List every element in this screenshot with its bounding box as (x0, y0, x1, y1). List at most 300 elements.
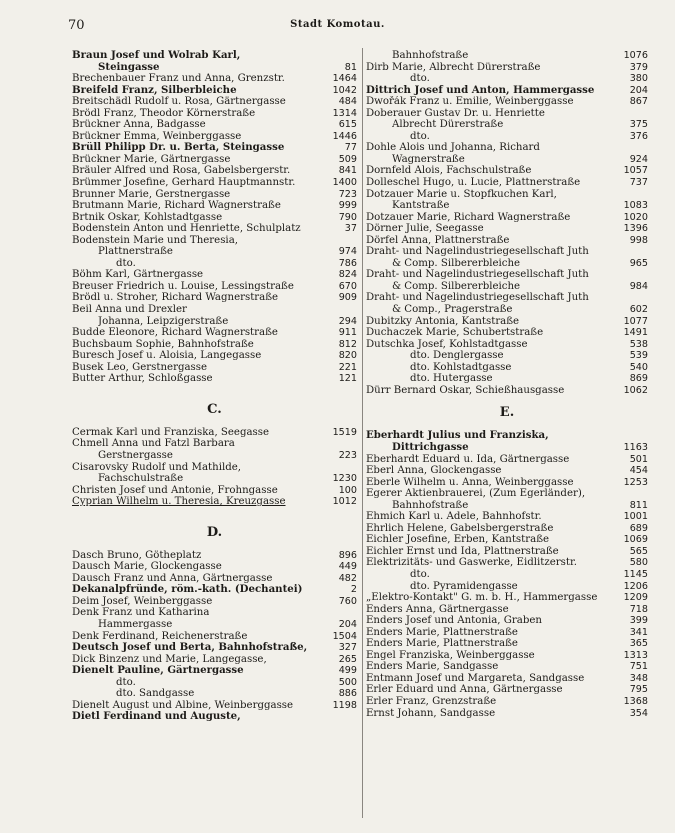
house-number: 501 (629, 453, 648, 465)
entry-line (366, 684, 648, 696)
entry-text: Brümmer Josefine, Gerhard Hauptmannstr. (72, 177, 296, 189)
house-number: 1209 (623, 592, 648, 604)
entry-line (72, 619, 357, 631)
entry-line (72, 550, 357, 562)
entry-line (72, 339, 357, 351)
entry-text: „Elektro-Kontakt" G. m. b. H., Hammergasse (366, 592, 598, 604)
directory-entry (72, 373, 357, 385)
entry-line (72, 212, 357, 224)
entry-text: Dubitzky Antonia, Kantstraße (366, 315, 520, 327)
directory-entry (72, 73, 357, 85)
entry-line (366, 627, 648, 639)
house-number: 341 (629, 626, 648, 638)
directory-entry (366, 85, 648, 97)
entry-text: Brödl u. Stroher, Richard Wagnerstraße (72, 292, 279, 304)
entry-text: Dekanalpfründe, röm.-kath. (Dechantei) (72, 584, 303, 596)
entry-line (366, 304, 648, 316)
house-number: 223 (338, 449, 357, 461)
entry-line (366, 142, 648, 154)
directory-entry (366, 604, 648, 616)
entry-text: dto. Hutergasse (410, 373, 493, 385)
entry-line (72, 258, 357, 270)
entry-line (366, 108, 648, 120)
entry-text: Dornfeld Alois, Fachschulstraße (366, 165, 532, 177)
entry-line (72, 473, 357, 485)
house-number: 1230 (332, 473, 357, 485)
entry-line (366, 85, 648, 97)
page-number: 70 (68, 18, 85, 33)
entry-line (72, 96, 357, 108)
directory-entry (72, 700, 357, 712)
house-number: 509 (338, 153, 357, 165)
directory-entry (72, 304, 357, 327)
entry-line (72, 654, 357, 666)
entry-line (366, 511, 648, 523)
entry-line (72, 438, 357, 450)
house-number: 540 (629, 361, 648, 373)
entry-line (366, 581, 648, 593)
entry-text: Buresch Josef u. Aloisia, Langegasse (72, 350, 262, 362)
entry-text: Brückner Anna, Badgasse (72, 119, 206, 131)
directory-entry (72, 235, 357, 270)
house-number: 924 (629, 153, 648, 165)
house-number: 375 (629, 119, 648, 131)
entry-text: Enders Marie, Sandgasse (366, 661, 499, 673)
house-number: 1062 (623, 384, 648, 396)
entry-line (72, 200, 357, 212)
entry-text: Dienelt August und Albine, Weinberggasse (72, 699, 294, 711)
entry-text: dto. Denglergasse (410, 350, 504, 362)
entry-text: Fachschulstraße (98, 473, 184, 485)
directory-entry (72, 327, 357, 339)
entry-line (366, 119, 648, 131)
house-number: 1400 (332, 177, 357, 189)
house-number: 965 (629, 257, 648, 269)
entry-text: Bahnhofstraße (392, 499, 469, 511)
house-number: 896 (338, 549, 357, 561)
directory-entry (366, 546, 648, 558)
entry-text: Breifeld Franz, Silberbleiche (72, 84, 237, 96)
entry-line (366, 708, 648, 720)
entry-line (366, 442, 648, 454)
entry-line (366, 62, 648, 74)
entry-text: & Comp. Silbererbleiche (392, 280, 521, 292)
house-number: 1069 (623, 534, 648, 546)
directory-entry (366, 615, 648, 627)
page-title: Stadt Komotau. (290, 19, 385, 30)
entry-text: Brückner Emma, Weinberggasse (72, 130, 242, 142)
entry-line (366, 454, 648, 466)
house-number: 984 (629, 280, 648, 292)
entry-line (72, 292, 357, 304)
directory-entry (72, 362, 357, 374)
entry-line (72, 316, 357, 328)
entry-text: Cyprian Wilhelm u. Theresia, Kreuzgasse (72, 496, 286, 508)
directory-entry (366, 661, 648, 673)
directory-entry (72, 131, 357, 143)
house-number: 204 (338, 618, 357, 630)
directory-entry (366, 246, 648, 269)
entry-text: Engel Franziska, Weinberggasse (366, 649, 535, 661)
entry-line (72, 246, 357, 258)
house-number: 327 (338, 642, 357, 654)
house-number: 1491 (623, 327, 648, 339)
entry-line (366, 154, 648, 166)
entry-line (72, 561, 357, 573)
entry-line (366, 269, 648, 281)
entry-text: Dolleschel Hugo, u. Lucie, Plattnerstraße (366, 177, 581, 189)
entry-line (72, 304, 357, 316)
entry-line (366, 339, 648, 351)
house-number: 454 (629, 465, 648, 477)
entry-text: Johanna, Leipzigerstraße (98, 315, 229, 327)
house-number: 1145 (623, 568, 648, 580)
directory-entry (72, 438, 357, 461)
entry-line (366, 165, 648, 177)
entry-line (366, 534, 648, 546)
entry-text: Brunner Marie, Gerstnergasse (72, 188, 231, 200)
entry-text: dto. Kohlstadtgasse (410, 361, 512, 373)
house-number: 1198 (332, 699, 357, 711)
entry-text: dto. Pyramidengasse (410, 580, 518, 592)
entry-line (366, 200, 648, 212)
house-number: 1464 (332, 73, 357, 85)
house-number: 348 (629, 672, 648, 684)
entry-text: Eberle Wilhelm u. Anna, Weinberggasse (366, 476, 574, 488)
entry-line (72, 700, 357, 712)
house-number: 886 (338, 688, 357, 700)
house-number: 580 (629, 557, 648, 569)
directory-entry (366, 223, 648, 235)
entry-line (72, 711, 357, 723)
entry-line (366, 604, 648, 616)
house-number: 737 (629, 177, 648, 189)
directory-entry (366, 316, 648, 328)
entry-text: Chmell Anna und Fatzl Barbara (72, 438, 235, 450)
directory-entry (366, 339, 648, 385)
directory-entry (72, 654, 357, 666)
house-number: 1314 (332, 107, 357, 119)
entry-line (366, 292, 648, 304)
entry-line (366, 96, 648, 108)
house-number: 615 (338, 119, 357, 131)
entry-text: Plattnerstraße (98, 246, 173, 258)
directory-entry (366, 696, 648, 708)
directory-entry (72, 573, 357, 585)
entry-line (366, 189, 648, 201)
entry-line (366, 546, 648, 558)
house-number: 751 (629, 661, 648, 673)
entry-text: Dotzauer Marie u. Stopfkuchen Karl, (366, 188, 557, 200)
entry-text: Bodenstein Anton und Henriette, Schulplatz (72, 223, 301, 235)
entry-text: Brüll Philipp Dr. u. Berta, Steingasse (72, 142, 285, 154)
house-number: 869 (629, 373, 648, 385)
entry-line (72, 462, 357, 474)
house-number: 354 (629, 707, 648, 719)
entry-line (366, 557, 648, 569)
directory-entry (366, 177, 648, 189)
entry-line (72, 350, 357, 362)
section-gap (72, 508, 357, 526)
directory-entry (366, 684, 648, 696)
entry-text: Cermak Karl und Franziska, Seegasse (72, 426, 270, 438)
entry-line (72, 631, 357, 643)
house-number: 811 (629, 499, 648, 511)
directory-entry (366, 62, 648, 85)
entry-text: Ehmich Karl u. Adele, Bahnhofstr. (366, 511, 542, 523)
house-number: 1076 (623, 50, 648, 61)
entry-line (72, 327, 357, 339)
directory-entry (72, 642, 357, 654)
entry-line (72, 665, 357, 677)
house-number: 841 (338, 165, 357, 177)
entry-text: dto. (410, 130, 430, 142)
entry-text: Deim Josef, Weinberggasse (72, 595, 213, 607)
directory-entry (72, 584, 357, 596)
entry-text: Dutschka Josef, Kohlstadtgasse (366, 338, 528, 350)
house-number: 1042 (332, 84, 357, 96)
left-column (72, 50, 357, 723)
entry-line (366, 235, 648, 247)
section-gap (72, 540, 357, 550)
entry-text: Brechenbauer Franz und Anna, Grenzstr. (72, 73, 285, 85)
house-number: 376 (629, 130, 648, 142)
directory-entry (72, 607, 357, 630)
house-number: 77 (344, 142, 357, 154)
directory-entry (72, 665, 357, 677)
entry-line (366, 177, 648, 189)
directory-entry (366, 650, 648, 662)
entry-line (366, 350, 648, 362)
entry-text: & Comp. Silbererbleiche (392, 257, 521, 269)
entry-line (72, 235, 357, 247)
house-number: 221 (338, 361, 357, 373)
entry-text: Enders Marie, Plattnerstraße (366, 638, 518, 650)
entry-line (366, 592, 648, 604)
entry-text: dto. (410, 568, 430, 580)
directory-entry (72, 631, 357, 643)
house-number: 820 (338, 350, 357, 362)
directory-entry (366, 454, 648, 466)
directory-entry (72, 119, 357, 131)
directory-entry (72, 96, 357, 108)
entry-text: Dürr Bernard Oskar, Schießhausgasse (366, 384, 565, 396)
entry-line (72, 177, 357, 189)
house-number: 380 (629, 73, 648, 85)
entry-text: Dirb Marie, Albrecht Dürerstraße (366, 61, 541, 73)
house-number: 795 (629, 684, 648, 696)
house-number: 1083 (623, 200, 648, 212)
directory-entry (72, 269, 357, 281)
entry-text: Brtnik Oskar, Kohlstadtgasse (72, 211, 223, 223)
house-number: 723 (338, 188, 357, 200)
entry-text: Enders Marie, Plattnerstraße (366, 626, 518, 638)
house-number: 365 (629, 638, 648, 650)
entry-text: Gerstnergasse (98, 449, 173, 461)
house-number: 565 (629, 545, 648, 557)
entry-text: Dittrich Josef und Anton, Hammergasse (366, 84, 595, 96)
entry-text: dto. (410, 73, 430, 85)
entry-line (366, 131, 648, 143)
directory-entry (366, 488, 648, 511)
directory-entry (72, 561, 357, 573)
entry-line (72, 269, 357, 281)
entry-line (72, 50, 357, 62)
entry-line (72, 642, 357, 654)
directory-entry (366, 50, 648, 62)
directory-entry (72, 108, 357, 120)
entry-line (366, 246, 648, 258)
house-number: 1368 (623, 695, 648, 707)
entry-line (366, 615, 648, 627)
directory-entry (72, 350, 357, 362)
entry-line (366, 569, 648, 581)
house-number: 1206 (623, 580, 648, 592)
entry-text: Erler Eduard und Anna, Gärtnergasse (366, 684, 563, 696)
house-number: 1012 (332, 496, 357, 508)
entry-line (366, 373, 648, 385)
directory-entry (72, 189, 357, 201)
entry-text: Doberauer Gustav Dr. u. Henriette (366, 107, 545, 119)
directory-entry (72, 200, 357, 212)
entry-text: Dausch Marie, Glockengasse (72, 561, 222, 573)
house-number: 1396 (623, 223, 648, 235)
directory-entry (366, 269, 648, 292)
section-letter: E. (499, 405, 515, 421)
section-letter: D. (206, 524, 223, 540)
house-number: 1020 (623, 211, 648, 223)
house-number: 37 (344, 223, 357, 235)
house-number: 499 (338, 665, 357, 677)
entry-text: Entmann Josef und Margareta, Sandgasse (366, 672, 585, 684)
house-number: 909 (338, 292, 357, 304)
house-number: 449 (338, 561, 357, 573)
entry-text: Draht- und Nagelindustriegesellschaft Juth (366, 246, 589, 258)
entry-text: Brödl Franz, Theodor Körnerstraße (72, 107, 256, 119)
entry-line (72, 373, 357, 385)
house-number: 670 (338, 280, 357, 292)
entry-line (366, 465, 648, 477)
column-divider (362, 48, 363, 818)
directory-entry (366, 477, 648, 489)
entry-line (72, 223, 357, 235)
section-gap (72, 417, 357, 427)
entry-text: dto. (116, 676, 136, 688)
entry-line (366, 212, 648, 224)
entry-line (366, 281, 648, 293)
entry-line (366, 430, 648, 442)
house-number: 379 (629, 61, 648, 73)
entry-text: Dörfel Anna, Plattnerstraße (366, 234, 510, 246)
entry-line (366, 650, 648, 662)
entry-text: Dwořák Franz u. Emilie, Weinberggasse (366, 96, 574, 108)
directory-entry (366, 523, 648, 535)
house-number: 121 (338, 373, 357, 385)
entry-line (72, 142, 357, 154)
entry-text: Eberhardt Julius und Franziska, (366, 430, 549, 442)
entry-line (72, 154, 357, 166)
house-number: 1001 (623, 511, 648, 523)
section-letter: C. (207, 401, 222, 417)
entry-text: Brutmann Marie, Richard Wagnerstraße (72, 200, 281, 212)
entry-line (366, 488, 648, 500)
entry-text: dto. (116, 257, 136, 269)
directory-entry (72, 496, 357, 508)
directory-entry (366, 534, 648, 546)
entry-text: dto. Sandgasse (116, 688, 195, 700)
section-gap (366, 420, 648, 430)
house-number: 265 (338, 653, 357, 665)
entry-text: Christen Josef und Antonie, Frohngasse (72, 484, 278, 496)
directory-entry (366, 708, 648, 720)
entry-line (366, 696, 648, 708)
house-number: 824 (338, 269, 357, 281)
entry-line (72, 677, 357, 689)
entry-line (72, 131, 357, 143)
directory-entry (72, 281, 357, 293)
entry-text: Ehrlich Helene, Gabelsbergerstraße (366, 522, 554, 534)
entry-line (366, 73, 648, 85)
house-number: 999 (338, 200, 357, 212)
directory-entry (366, 165, 648, 177)
directory-entry (72, 212, 357, 224)
entry-line (366, 661, 648, 673)
entry-line (366, 223, 648, 235)
entry-text: Dohle Alois und Johanna, Richard (366, 142, 540, 154)
entry-text: Denk Ferdinand, Reichenerstraße (72, 630, 248, 642)
entry-line (366, 673, 648, 685)
house-number: 399 (629, 615, 648, 627)
entry-text: Budde Eleonore, Richard Wagnerstraße (72, 327, 278, 339)
entry-text: Bahnhofstraße (392, 50, 469, 61)
entry-text: Elektrizitäts- und Gaswerke, Eidlitzerstr. (366, 557, 577, 569)
house-number: 484 (338, 96, 357, 108)
house-number: 998 (629, 234, 648, 246)
entry-text: Breitschädl Rudolf u. Rosa, Gärtnergasse (72, 96, 286, 108)
page-header (0, 18, 675, 38)
house-number: 760 (338, 595, 357, 607)
entry-line (366, 362, 648, 374)
entry-text: Eberhardt Eduard u. Ida, Gärtnergasse (366, 453, 570, 465)
directory-entry (72, 677, 357, 700)
entry-text: Steingasse (98, 61, 160, 73)
entry-text: Buchsbaum Sophie, Bahnhofstraße (72, 338, 254, 350)
entry-text: Enders Anna, Gärtnergasse (366, 603, 509, 615)
right-column (366, 50, 648, 719)
directory-entry (72, 292, 357, 304)
directory-entry (366, 292, 648, 315)
entry-line (366, 523, 648, 535)
entry-line (72, 427, 357, 439)
house-number: 790 (338, 211, 357, 223)
directory-entry (366, 142, 648, 165)
entry-line (366, 385, 648, 397)
entry-line (366, 258, 648, 270)
house-number: 974 (338, 246, 357, 258)
house-number: 867 (629, 96, 648, 108)
entry-text: Breuser Friedrich u. Louise, Lessingstraße (72, 280, 294, 292)
directory-entry (72, 177, 357, 189)
entry-text: Brückner Marie, Gärtnergasse (72, 153, 231, 165)
entry-line (72, 596, 357, 608)
entry-line (366, 500, 648, 512)
directory-entry (72, 462, 357, 485)
directory-entry (366, 511, 648, 523)
entry-text: Kantstraße (392, 200, 450, 212)
entry-line (72, 165, 357, 177)
directory-entry (366, 673, 648, 685)
entry-text: Wagnerstraße (392, 153, 465, 165)
